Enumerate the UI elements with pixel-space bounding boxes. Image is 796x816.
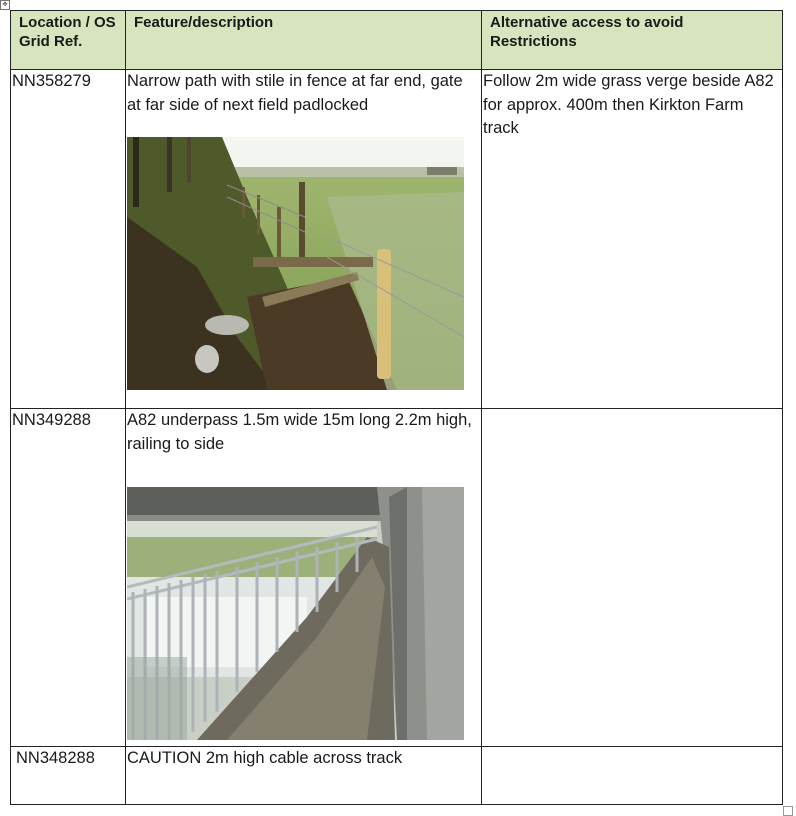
underpass-photo [127,487,464,740]
description-cell[interactable]: A82 underpass 1.5m wide 15m long 2.2m high, railing to side [126,409,482,747]
table-row [11,409,783,747]
alternative-cell[interactable] [482,409,783,747]
table-row [11,747,783,805]
header-location: Location / OS Grid Ref. [11,11,126,70]
location-cell[interactable]: NN349288 [11,409,126,747]
table-move-handle-icon[interactable]: ✥ [0,0,10,10]
header-row [11,11,783,70]
header-feature: Feature/description [126,11,482,70]
text-cursor [782,72,783,89]
table-row [11,70,783,409]
stile-photo [127,137,464,390]
location-cell[interactable]: NN358279 [11,70,126,409]
location-cell[interactable]: NN348288 [11,747,126,805]
header-alternative: Alternative access to avoid Restrictions [482,11,783,70]
alternative-cell[interactable] [482,747,783,805]
description-cell[interactable]: CAUTION 2m high cable across track [126,747,482,805]
alternative-cell[interactable]: Follow 2m wide grass verge beside A82 for approx. 400m then Kirkton Farm track [482,70,783,409]
description-cell[interactable]: Narrow path with stile in fence at far end, gate at far side of next field padlocked [126,70,482,409]
restrictions-table [10,10,783,805]
